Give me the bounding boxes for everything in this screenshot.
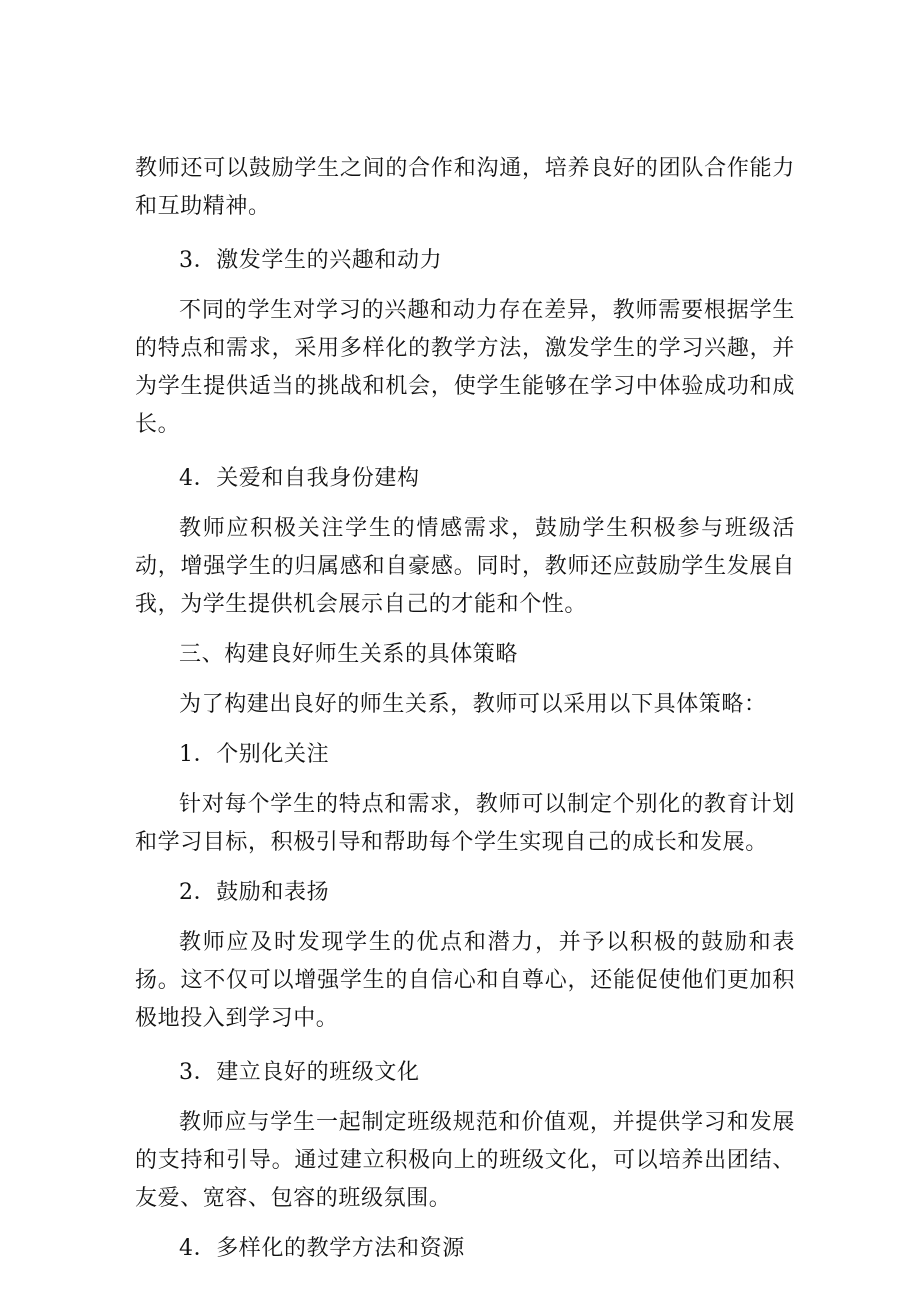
heading-encourage-praise: 2．鼓励和表扬 — [179, 880, 330, 905]
heading-class-culture: 3．建立良好的班级文化 — [179, 1060, 420, 1085]
paragraph-interest-motivation: 不同的学生对学习的兴趣和动力存在差异，教师需要根据学生的特点和需求，采用多样化的教学方法，激发学生的学习兴趣，并为学生提供适当的挑战和机会，使学生能够在学习中体验成功和成长。 — [135, 298, 795, 437]
paragraph-class-culture: 教师应与学生一起制定班级规范和价值观，并提供学习和发展的支持和引导。通过建立积极向上的班级文化，可以培养出团结、友爱、宽容、包容的班级氛围。 — [135, 1110, 795, 1211]
paragraph-encourage-praise: 教师应及时发现学生的优点和潜力，并予以积极的鼓励和表扬。这不仅可以增强学生的自信心和自尊心，还能促使他们更加积极地投入到学习中。 — [135, 930, 795, 1031]
heading-interest-motivation: 3．激发学生的兴趣和动力 — [179, 248, 443, 273]
paragraph-teamwork: 教师还可以鼓励学生之间的合作和沟通，培养良好的团队合作能力和互助精神。 — [135, 156, 795, 219]
heading-individual-attention: 1．个别化关注 — [179, 742, 330, 767]
paragraph-strategies-intro: 为了构建出良好的师生关系，教师可以采用以下具体策略： — [179, 692, 767, 717]
paragraph-individual-attention: 针对每个学生的特点和需求，教师可以制定个别化的教育计划和学习目标，积极引导和帮助每个学生实现自己的成长和发展。 — [135, 792, 795, 855]
section-heading-strategies: 三、构建良好师生关系的具体策略 — [179, 642, 519, 667]
document-body — [135, 150, 795, 1268]
heading-care-identity: 4．关爱和自我身份建构 — [179, 466, 420, 491]
paragraph-care-identity: 教师应积极关注学生的情感需求，鼓励学生积极参与班级活动，增强学生的归属感和自豪感。同时，教师还应鼓励学生发展自我，为学生提供机会展示自己的才能和个性。 — [135, 516, 795, 617]
heading-diverse-methods: 4．多样化的教学方法和资源 — [179, 1236, 465, 1261]
